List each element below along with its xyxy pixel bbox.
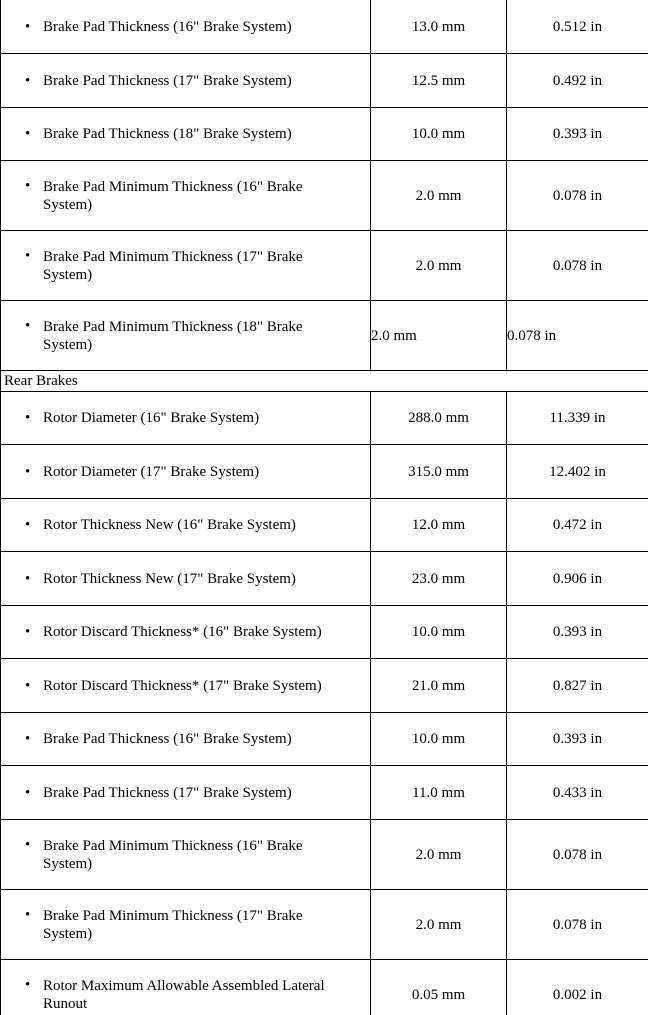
imperial-value: 12.402 in — [507, 445, 648, 499]
spec-description-cell — [1, 54, 371, 108]
imperial-value: 0.078 in — [507, 890, 648, 960]
bullet-icon: • — [25, 624, 31, 640]
table-row — [1, 445, 648, 499]
metric-value: 2.0 mm — [371, 890, 507, 960]
metric-value: 2.0 mm — [371, 231, 507, 301]
metric-value: 23.0 mm — [371, 552, 507, 606]
table-row — [1, 713, 648, 766]
section-header-row — [1, 371, 648, 392]
spec-description-cell — [1, 659, 371, 713]
table-row — [1, 392, 648, 445]
spec-label: Brake Pad Minimum Thickness (18" Brake System) — [43, 318, 303, 353]
spec-label: Rotor Thickness New (16" Brake System) — [43, 517, 296, 533]
table-row — [1, 960, 648, 1015]
metric-value: 10.0 mm — [371, 108, 507, 161]
spec-description-cell — [1, 960, 371, 1015]
bullet-icon: • — [25, 18, 31, 35]
bullet-icon: • — [25, 178, 31, 194]
table-row — [1, 499, 648, 552]
bullet-icon: • — [25, 248, 31, 264]
table-row — [1, 659, 648, 713]
spec-description-cell — [1, 231, 371, 301]
bullet-icon: • — [25, 126, 31, 142]
bullet-icon: • — [25, 72, 31, 89]
bullet-icon: • — [25, 463, 31, 480]
metric-value: 2.0 mm — [371, 301, 507, 371]
bullet-icon: • — [25, 677, 31, 694]
bullet-icon: • — [25, 977, 31, 993]
metric-value: 288.0 mm — [371, 392, 507, 445]
table-row — [1, 54, 648, 108]
bullet-icon: • — [25, 731, 31, 747]
spec-description-cell — [1, 499, 371, 552]
metric-value: 12.0 mm — [371, 499, 507, 552]
imperial-value: 0.002 in — [507, 960, 648, 1015]
imperial-value: 0.393 in — [507, 713, 648, 766]
bullet-icon: • — [25, 517, 31, 533]
metric-value: 12.5 mm — [371, 54, 507, 108]
spec-label: Brake Pad Thickness (17" Brake System) — [43, 784, 292, 801]
table-row — [1, 606, 648, 659]
table-row — [1, 820, 648, 890]
imperial-value: 0.078 in — [507, 231, 648, 301]
spec-label: Brake Pad Minimum Thickness (17" Brake System) — [43, 248, 303, 283]
bullet-icon: • — [25, 318, 31, 334]
bullet-icon: • — [25, 570, 31, 587]
spec-label: Rotor Maximum Allowable Assembled Lateral Runout — [43, 977, 325, 1012]
spec-label: Brake Pad Thickness (16" Brake System) — [43, 731, 292, 747]
spec-label: Rotor Diameter (17" Brake System) — [43, 463, 260, 480]
imperial-value: 0.827 in — [507, 659, 648, 713]
metric-value: 2.0 mm — [371, 161, 507, 231]
spec-label: Brake Pad Thickness (17" Brake System) — [43, 72, 292, 89]
table-row — [1, 766, 648, 820]
spec-description-cell — [1, 301, 371, 371]
spec-label: Brake Pad Minimum Thickness (16" Brake System) — [43, 178, 303, 213]
spec-description-cell — [1, 161, 371, 231]
table-row — [1, 890, 648, 960]
imperial-value: 0.078 in — [507, 161, 648, 231]
table-row — [1, 161, 648, 231]
spec-label: Brake Pad Minimum Thickness (17" Brake System) — [43, 907, 303, 942]
imperial-value: 0.433 in — [507, 766, 648, 820]
table-row — [1, 552, 648, 606]
imperial-value: 0.078 in — [507, 301, 648, 371]
spec-description-cell — [1, 820, 371, 890]
spec-description-cell — [1, 392, 371, 445]
metric-value: 315.0 mm — [371, 445, 507, 499]
spec-description-cell — [1, 890, 371, 960]
spec-label: Rotor Diameter (16" Brake System) — [43, 410, 260, 426]
spec-label: Rotor Discard Thickness* (16" Brake System) — [43, 624, 322, 640]
imperial-value: 0.492 in — [507, 54, 648, 108]
spec-label: Brake Pad Thickness (18" Brake System) — [43, 126, 292, 142]
imperial-value: 0.512 in — [507, 0, 648, 54]
metric-value: 11.0 mm — [371, 766, 507, 820]
section-title-rear-brakes: Rear Brakes — [1, 371, 648, 392]
table-row — [1, 301, 648, 371]
metric-value: 0.05 mm — [371, 960, 507, 1015]
spec-description-cell — [1, 108, 371, 161]
spec-description-cell — [1, 606, 371, 659]
metric-value: 13.0 mm — [371, 0, 507, 54]
imperial-value: 0.393 in — [507, 108, 648, 161]
metric-value: 21.0 mm — [371, 659, 507, 713]
imperial-value: 0.078 in — [507, 820, 648, 890]
bullet-icon: • — [25, 784, 31, 801]
bullet-icon: • — [25, 837, 31, 853]
imperial-value: 0.393 in — [507, 606, 648, 659]
imperial-value: 0.472 in — [507, 499, 648, 552]
spec-label: Brake Pad Thickness (16" Brake System) — [43, 18, 292, 35]
bullet-icon: • — [25, 907, 31, 923]
table-row — [1, 0, 648, 54]
spec-description-cell — [1, 0, 371, 54]
metric-value: 10.0 mm — [371, 606, 507, 659]
spec-label: Rotor Thickness New (17" Brake System) — [43, 570, 296, 587]
imperial-value: 11.339 in — [507, 392, 648, 445]
bullet-icon: • — [25, 410, 31, 426]
imperial-value: 0.906 in — [507, 552, 648, 606]
metric-value: 10.0 mm — [371, 713, 507, 766]
table-row — [1, 231, 648, 301]
metric-value: 2.0 mm — [371, 820, 507, 890]
spec-label: Brake Pad Minimum Thickness (16" Brake System) — [43, 837, 303, 872]
spec-label: Rotor Discard Thickness* (17" Brake System) — [43, 677, 322, 694]
spec-description-cell — [1, 445, 371, 499]
spec-description-cell — [1, 713, 371, 766]
table-row — [1, 108, 648, 161]
spec-description-cell — [1, 766, 371, 820]
spec-description-cell — [1, 552, 371, 606]
